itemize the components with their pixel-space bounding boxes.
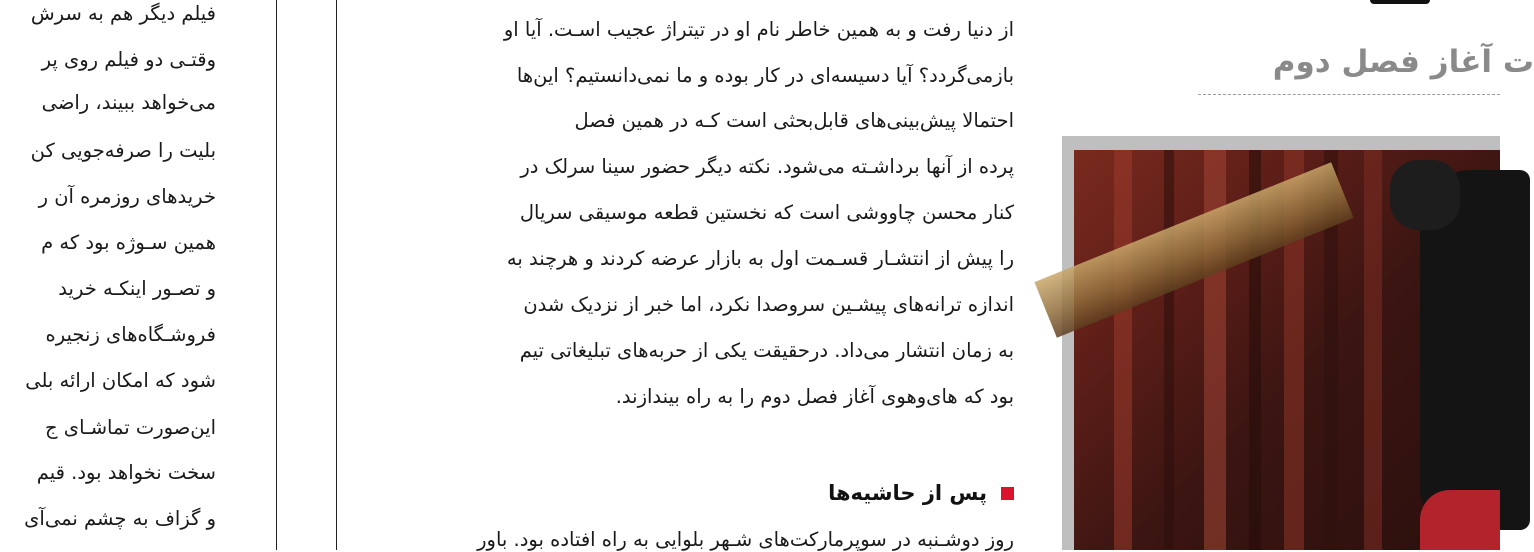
left-text-line: و تصـور اینکـه خرید — [58, 277, 216, 300]
left-text-line: می‌خواهد ببیند، راضی — [41, 91, 216, 114]
article-text-line: کنار محسن چاووشی است که نخستین قطعه موسیقی سریال — [519, 201, 1014, 224]
headline-dotted-rule — [1198, 94, 1500, 95]
left-text-line: فروشـگاه‌های زنجیره — [45, 323, 216, 346]
article-text-column — [392, 0, 1014, 550]
headline-fragment — [1180, 0, 1500, 8]
left-text-column — [0, 0, 270, 550]
article-text-line: بود که های‌وهوی آغاز فصل دوم را به راه بیندازند. — [615, 385, 1014, 408]
article-text-line: از دنیا رفت و به همین خاطر نام او در تیتراژ عجیب اسـت. آیا او — [503, 18, 1014, 41]
subheading-text: پس از حاشیه‌ها — [828, 481, 987, 505]
column-divider — [336, 0, 337, 550]
article-text-line: به زمان انتشار می‌داد. درحقیقت یکی از حربه‌های تبلیغاتی تیم — [519, 339, 1014, 362]
article-text-line: اندازه ترانه‌های پیشـین سروصدا نکرد، اما خبر از نزدیک شدن — [523, 293, 1014, 316]
article-text-line: پرده از آنها برداشـته می‌شود. نکته دیگر حضور سینا سرلک در — [520, 155, 1014, 178]
left-text-line: سخت نخواهد بود. قیم — [36, 461, 216, 484]
left-text-line: و گزاف به چشم نمی‌آی — [24, 507, 216, 530]
article-text-line: را پیش از انتشـار قسـمت اول به بازار عرضه کردند و هرچند به — [506, 247, 1014, 270]
column-divider — [276, 0, 277, 550]
left-text-line: شود که امکان ارائه بلی — [25, 369, 216, 392]
article-text-line: احتمالا پیش‌بینی‌های قابل‌بحثی است کـه در همین فصل — [574, 109, 1014, 132]
headline-subtitle — [1192, 40, 1534, 92]
article-photo — [1074, 150, 1500, 550]
left-text-line: این‌صورت تماشـای ج — [45, 416, 216, 439]
left-text-line: بلیت را صرفه‌جویی کن — [30, 139, 216, 162]
article-subheading — [828, 478, 1014, 508]
left-text-line: خریدهای روزمره آن ر — [38, 185, 216, 208]
left-text-line: وقتـی دو فیلم روی پر — [41, 48, 216, 71]
red-square-bullet-icon — [1001, 487, 1014, 500]
article-photo-frame — [1062, 136, 1500, 550]
left-text-line: فیلم دیگر هم به سرش — [30, 2, 216, 25]
headline-subtitle-text: ت آغاز فصل دوم — [1272, 44, 1534, 80]
article-text-line: روز دوشـنبه در سوپرمارکت‌های شـهر بلوایی به راه افتاده بود. باور — [477, 528, 1014, 551]
left-text-line: همین سـوژه بود که م — [41, 231, 216, 254]
article-text-line: بازمی‌گردد؟ آیا دسیسه‌ای در کار بوده و ما نمی‌دانستیم؟ این‌ها — [516, 64, 1014, 87]
